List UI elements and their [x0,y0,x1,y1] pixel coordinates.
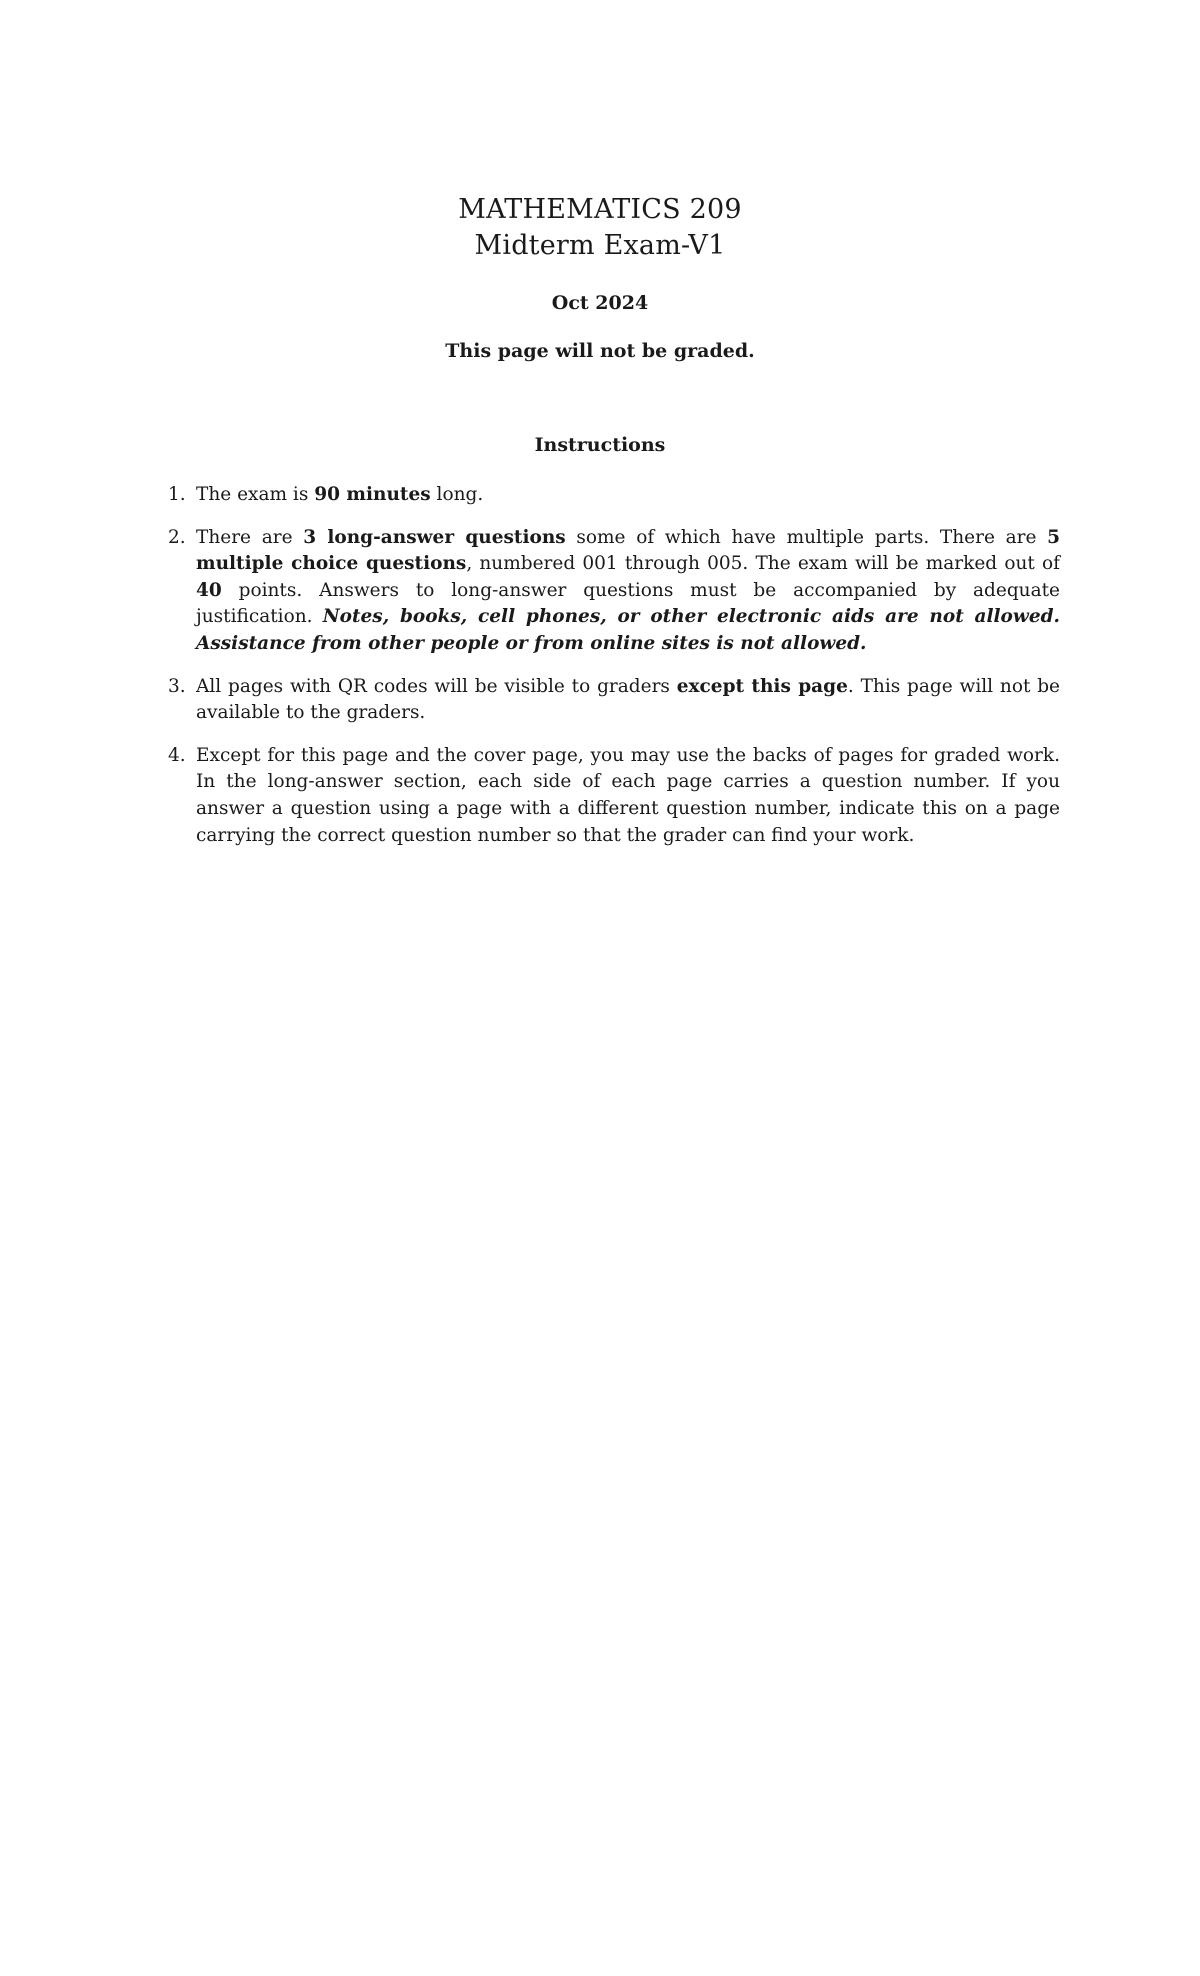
instruction-item-1 [162,482,1060,509]
ungraded-notice: This page will not be graded. [445,340,755,362]
exam-title: Midterm Exam-V1 [474,230,726,261]
total-points: 40 [196,579,222,601]
course-title: MATHEMATICS 209 [458,194,742,225]
instruction-text: long. [430,484,484,505]
instruction-number: 4. [168,744,186,766]
instruction-item-2 [162,525,1060,658]
instruction-text: , numbered 001 through 005. The exam will be marked out of [466,553,1060,575]
instructions-list [162,482,1060,865]
instruction-text: Except for this page and the cover page, you may use the backs of pages for graded work. In the long-answer section, each side of each page carries a question number. If you answer a question using a page with a different question number, indicate this on a page carrying the correct question number so that the grader can find your work. [196,744,1060,846]
long-answer-count: 3 long-answer questions [303,526,566,548]
aids-policy: Notes, books, cell phones, or other electronic aids are not allowed. Assistance from other people or from online sites is not allowed. [196,606,1060,654]
instruction-text: The exam is [196,484,315,505]
instruction-text: points. Answers to long-answer questions must be accompanied by adequate justification. [196,579,1060,628]
instruction-text: All pages with QR codes will be visible to graders [196,675,677,697]
instruction-number: 3. [168,675,186,697]
exam-date: Oct 2024 [551,292,649,314]
instructions-heading: Instructions [534,434,666,456]
instruction-text: . This page will not be available to the graders. [196,675,1061,724]
instruction-item-3 [162,674,1060,727]
instruction-number: 2. [168,526,186,548]
instruction-number: 1. [168,484,186,505]
exam-header [0,192,1200,364]
instruction-item-4 [162,743,1060,849]
exam-duration: 90 minutes [314,484,431,505]
visibility-exception: except this page [676,675,848,697]
multiple-choice-count: 5 multiple choice questions [196,526,1060,575]
instruction-text: some of which have multiple parts. There are [565,526,1048,548]
instruction-text: There are [196,526,304,548]
